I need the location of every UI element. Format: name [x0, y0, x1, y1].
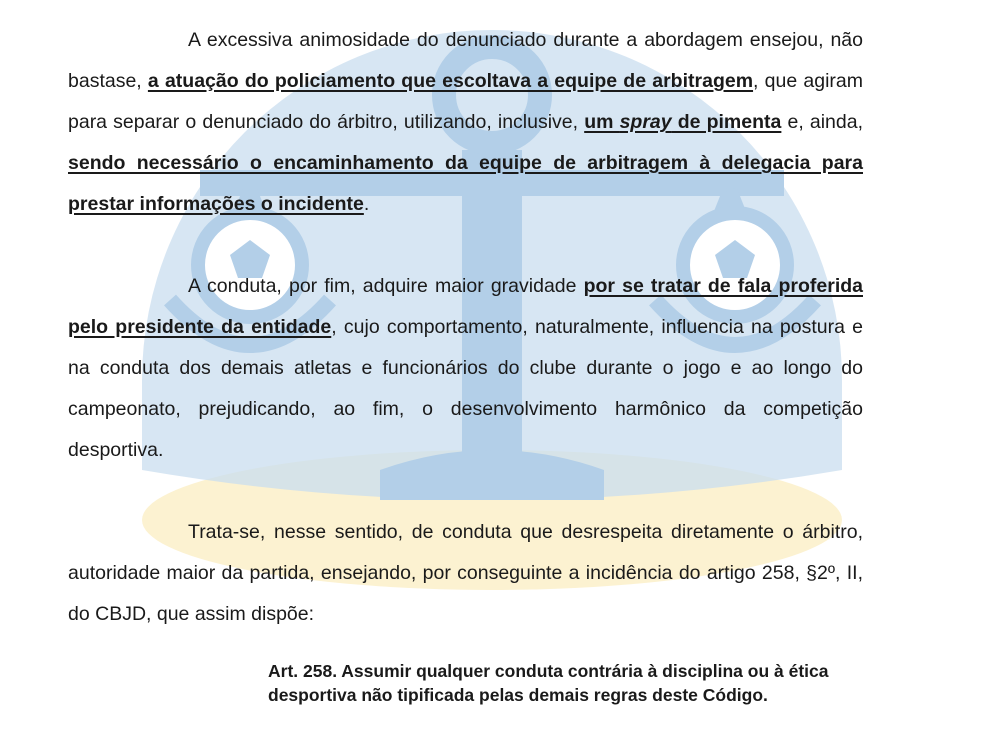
- document-body: [68, 20, 863, 707]
- paragraph-article-reference: [68, 512, 863, 635]
- text-segment: , que agiram para separar o denunciado do árbitro, utilizando, inclusive,: [68, 70, 863, 133]
- text-segment: e, ainda,: [781, 111, 864, 133]
- underlined-emphasis: a atuação do policiamento que escoltava a equipe de arbitragem: [147, 70, 754, 92]
- text-segment: .: [363, 193, 370, 215]
- text-segment: Trata-se, nesse sentido, de conduta que desrespeita diretamente o árbitro, autoridade maior da partida, ensejando, por conseguinte a incidência do artigo 258, §2º, II, do CBJD, que assim dispõe:: [68, 521, 863, 625]
- text-segment: A excessiva animosidade do denunciado durante a abordagem ensejou, não bastase,: [68, 29, 863, 92]
- paragraph-animosity: [68, 20, 863, 225]
- paragraph-conduct: [68, 266, 863, 471]
- text-segment: A conduta, por fim, adquire maior gravidade: [188, 275, 584, 297]
- underlined-emphasis: por se tratar de fala proferida pelo presidente da entidade: [68, 275, 863, 338]
- underlined-emphasis: sendo necessário o encaminhamento da equipe de arbitragem à delegacia para prestar informações o incidente: [68, 152, 863, 215]
- underlined-emphasis: um spray de pimenta: [584, 111, 782, 133]
- article-quote: Art. 258. Assumir qualquer conduta contrária à disciplina ou à ética desportiva não tipificada pelas demais regras deste Código.: [268, 661, 829, 705]
- text-segment: , cujo comportamento, naturalmente, influencia na postura e na conduta dos demais atletas e funcionários do clube durante o jogo e ao longo do campeonato, prejudicando, ao fim, o desenvolvimento harmônico da competição desportiva.: [68, 316, 864, 461]
